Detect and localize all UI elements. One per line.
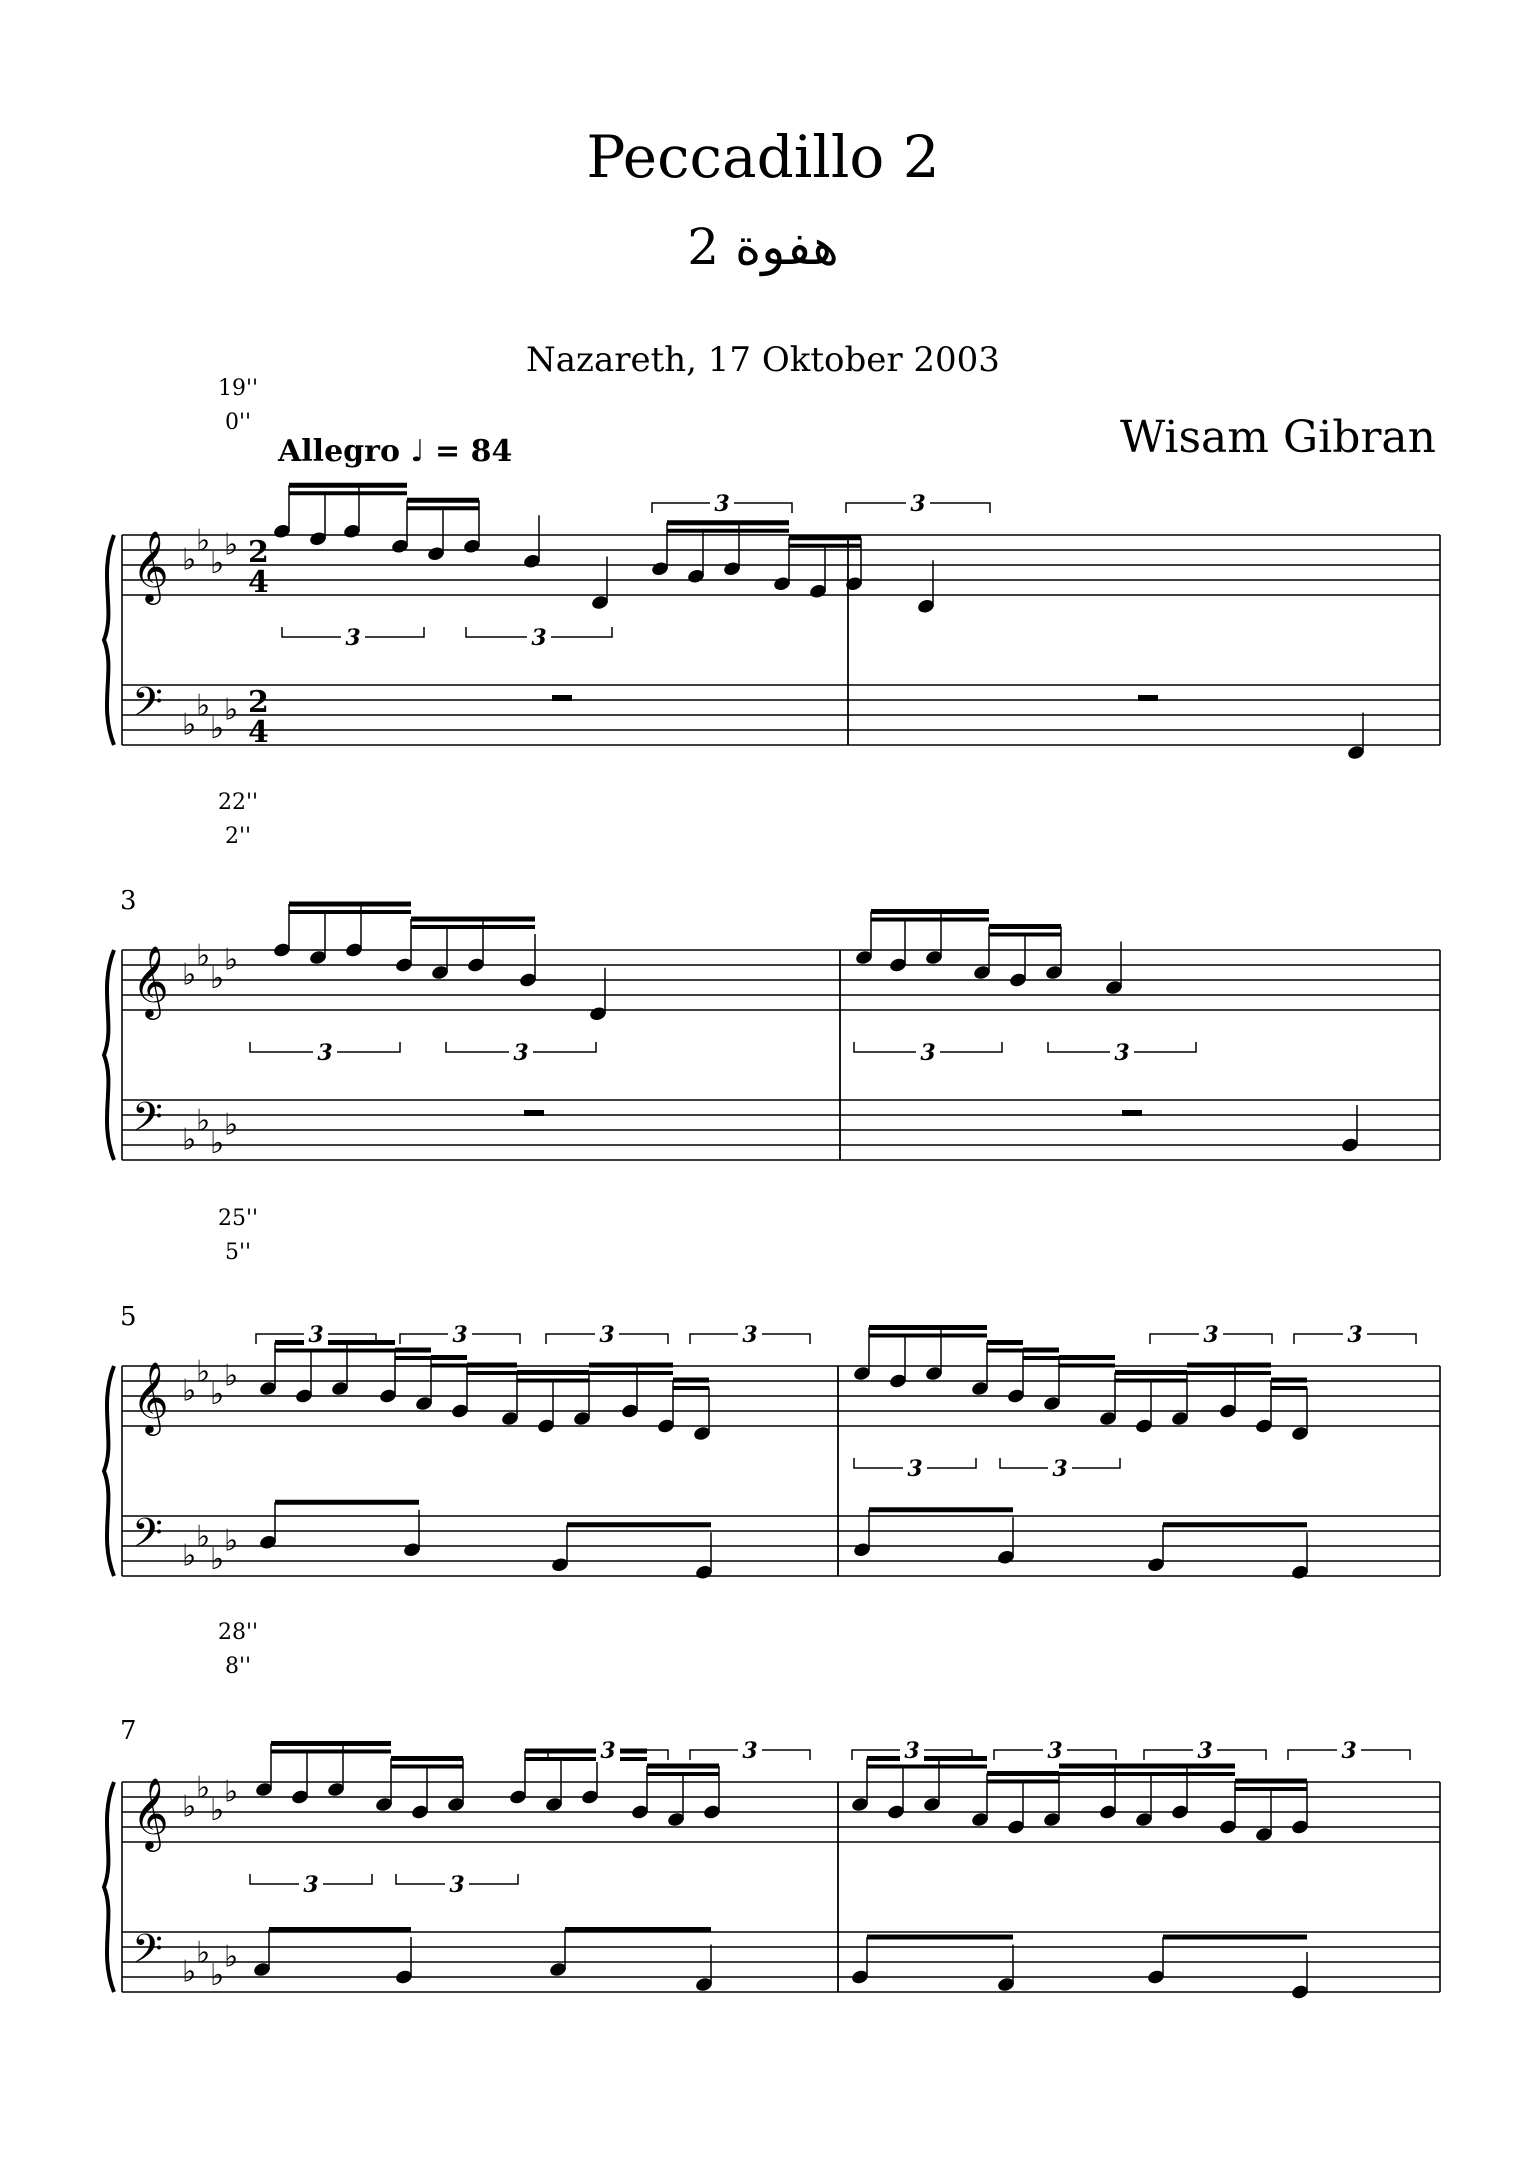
brace-2: [104, 950, 114, 1160]
flat-icon-bass-1-2: ♭: [196, 688, 211, 724]
system-2-timing-top: 22'': [217, 790, 259, 815]
flat-icon-bass-4-4: ♭: [224, 1939, 239, 1975]
tuplet-number-3-8: 3: [1347, 1322, 1363, 1348]
tuplet-number-2-3: 3: [920, 1040, 936, 1066]
place-date: Nazareth, 17 Oktober 2003: [526, 340, 1000, 380]
whole-rest-icon-2-1: [524, 1110, 544, 1116]
bass-clef-icon-1: 𝄢: [132, 679, 163, 735]
flat-icon-treble-4-2: ♭: [196, 1770, 211, 1806]
time-signature-denominator-treble: 4: [248, 565, 269, 600]
tuplet-number-1-3: 3: [714, 491, 730, 517]
tuplet-number-3-5: 3: [907, 1456, 923, 1482]
flat-icon-bass-1-3: ♭: [210, 711, 225, 746]
treble-clef-icon-4: 𝄞: [132, 1776, 169, 1849]
whole-rest-icon-1-1: [552, 695, 572, 701]
tuplet-number-1-1: 3: [345, 625, 361, 651]
flat-icon-bass-2-3: ♭: [210, 1126, 225, 1161]
treble-clef-icon-2: 𝄞: [132, 944, 169, 1017]
system-4-timing-bottom: 8'': [224, 1654, 252, 1679]
tuplet-number-4-8: 3: [1341, 1738, 1357, 1764]
tuplet-number-1-4: 3: [910, 491, 926, 517]
bass-clef-icon-4: 𝄢: [132, 1926, 163, 1982]
flat-icon-bass-3-2: ♭: [196, 1519, 211, 1555]
tuplet-number-3-1: 3: [308, 1322, 324, 1348]
flat-icon-treble-2-3: ♭: [210, 961, 225, 996]
system-1-timing-top: 19'': [217, 376, 259, 401]
brace-3: [104, 1366, 114, 1576]
flat-icon-treble-2-1: ♭: [182, 957, 197, 993]
treble-clef-icon-1: 𝄞: [132, 529, 169, 602]
bass-clef-icon-2: 𝄢: [132, 1094, 163, 1150]
bass-clef-icon-3: 𝄢: [132, 1510, 163, 1566]
tuplet-number-3-6: 3: [1052, 1456, 1068, 1482]
measure-number-7: 7: [120, 1716, 137, 1746]
brace-4: [104, 1782, 114, 1992]
piece-title: Peccadillo 2: [586, 123, 940, 191]
flat-icon-treble-2-4: ♭: [224, 942, 239, 978]
flat-icon-treble-3-2: ♭: [196, 1354, 211, 1390]
whole-rest-icon-1-2: [1138, 695, 1158, 701]
flat-icon-bass-3-3: ♭: [210, 1542, 225, 1577]
flat-icon-treble-4-3: ♭: [210, 1793, 225, 1828]
tuplet-number-4-7: 3: [1197, 1738, 1213, 1764]
time-signature-denominator-bass: 4: [248, 715, 269, 750]
flat-icon-bass-2-4: ♭: [224, 1107, 239, 1143]
tuplet-number-3-4: 3: [742, 1322, 758, 1348]
flat-icon-treble-3-4: ♭: [224, 1358, 239, 1394]
flat-icon-treble-4-1: ♭: [182, 1789, 197, 1825]
system-3-timing-bottom: 5'': [224, 1240, 252, 1265]
system-2-timing-bottom: 2'': [224, 824, 252, 849]
flat-icon-treble-3-1: ♭: [182, 1373, 197, 1409]
tuplet-number-4-1: 3: [303, 1872, 319, 1898]
tuplet-number-3-3: 3: [599, 1322, 615, 1348]
flat-icon-treble-1-1: ♭: [182, 542, 197, 578]
flat-icon-bass-2-2: ♭: [196, 1103, 211, 1139]
flat-icon-bass-2-1: ♭: [182, 1122, 197, 1158]
flat-icon-treble-2-2: ♭: [196, 938, 211, 974]
brace-1: [104, 535, 114, 745]
flat-icon-treble-4-4: ♭: [224, 1774, 239, 1810]
tuplet-number-2-4: 3: [1114, 1040, 1130, 1066]
flat-icon-bass-3-4: ♭: [224, 1523, 239, 1559]
arabic-subtitle: هفوة 2: [687, 218, 839, 276]
time-signature-numerator-treble: 2: [248, 535, 269, 570]
tuplet-number-2-2: 3: [513, 1040, 529, 1066]
flat-icon-bass-4-1: ♭: [182, 1954, 197, 1990]
flat-icon-bass-1-1: ♭: [182, 707, 197, 743]
tempo-word: Allegro: [278, 434, 400, 469]
system-3-timing-top: 25'': [217, 1206, 259, 1231]
system-1-timing-bottom: 0'': [224, 410, 252, 435]
tuplet-number-2-1: 3: [317, 1040, 333, 1066]
flat-icon-bass-4-3: ♭: [210, 1958, 225, 1993]
flat-icon-treble-1-4: ♭: [224, 527, 239, 563]
quarter-note-icon: ♩: [410, 434, 425, 469]
tuplet-number-3-2: 3: [452, 1322, 468, 1348]
measure-number-5: 5: [120, 1302, 137, 1332]
time-signature-numerator-bass: 2: [248, 685, 269, 720]
flat-icon-treble-1-3: ♭: [210, 546, 225, 581]
tuplet-number-4-4: 3: [742, 1738, 758, 1764]
system-4-timing-top: 28'': [217, 1620, 259, 1645]
treble-clef-icon-3: 𝄞: [132, 1360, 169, 1433]
tuplet-number-4-5: 3: [904, 1738, 920, 1764]
flat-icon-treble-3-3: ♭: [210, 1377, 225, 1412]
tuplet-number-4-2: 3: [449, 1872, 465, 1898]
tuplet-number-4-3: 3: [600, 1738, 616, 1764]
tuplet-number-3-7: 3: [1203, 1322, 1219, 1348]
tuplet-number-1-2: 3: [531, 625, 547, 651]
whole-rest-icon-2-2: [1122, 1110, 1142, 1116]
flat-icon-bass-1-4: ♭: [224, 692, 239, 728]
tuplet-number-4-6: 3: [1047, 1738, 1063, 1764]
flat-icon-treble-1-2: ♭: [196, 523, 211, 559]
composer-name: Wisam Gibran: [1119, 412, 1436, 463]
flat-icon-bass-3-1: ♭: [182, 1538, 197, 1574]
flat-icon-bass-4-2: ♭: [196, 1935, 211, 1971]
tempo-value: = 84: [435, 434, 513, 469]
measure-number-3: 3: [120, 886, 137, 916]
